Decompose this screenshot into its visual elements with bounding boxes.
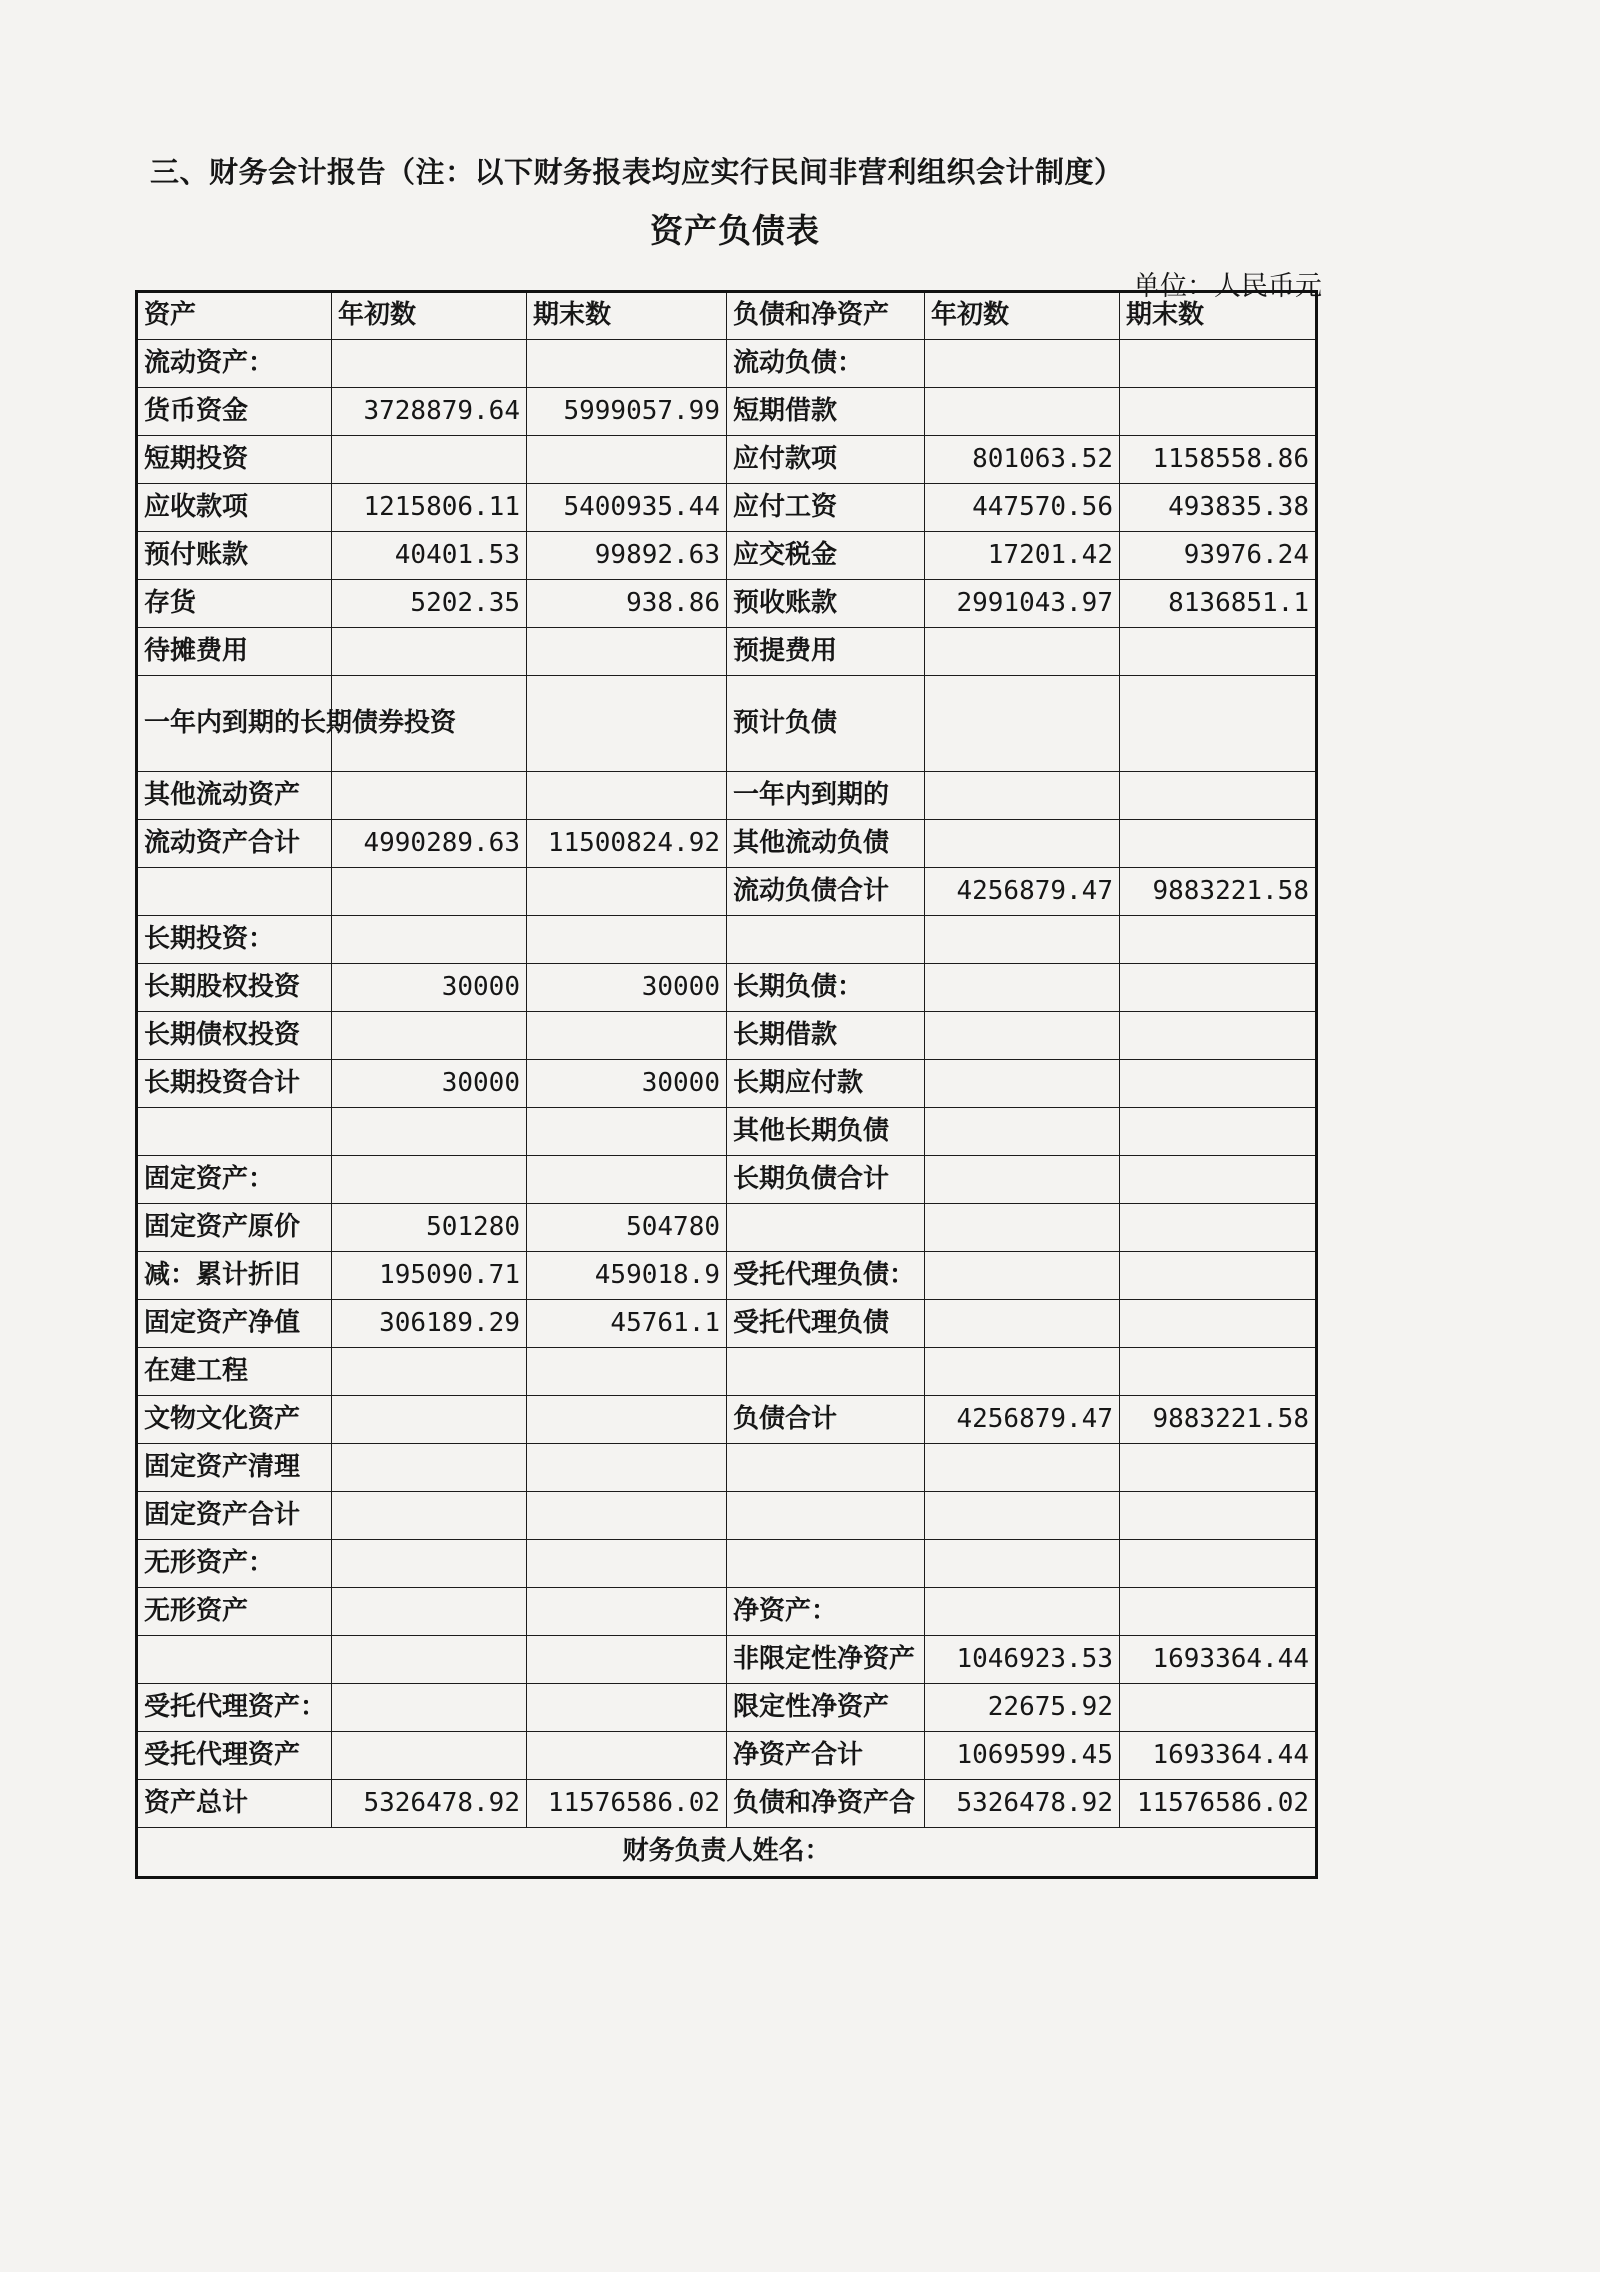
asset-end-cell — [527, 676, 727, 772]
liability-end-cell — [1120, 1588, 1317, 1636]
liability-label-cell: 流动负债： — [727, 340, 925, 388]
asset-label-cell: 资产总计 — [137, 1780, 332, 1828]
asset-begin-cell — [332, 1396, 527, 1444]
balance-sheet-table — [135, 290, 1318, 1879]
liability-begin-cell: 4256879.47 — [925, 1396, 1120, 1444]
asset-end-cell — [527, 1588, 727, 1636]
liability-end-cell: 9883221.58 — [1120, 868, 1317, 916]
asset-label-cell: 长期股权投资 — [137, 964, 332, 1012]
finance-officer-signature: 财务负责人姓名： — [137, 1828, 1317, 1878]
table-row — [137, 676, 1317, 772]
table-row — [137, 1252, 1317, 1300]
table-row — [137, 1108, 1317, 1156]
liability-begin-cell — [925, 1204, 1120, 1252]
asset-label-cell: 固定资产清理 — [137, 1444, 332, 1492]
liability-begin-cell — [925, 1012, 1120, 1060]
table-row — [137, 1396, 1317, 1444]
liability-begin-cell: 447570.56 — [925, 484, 1120, 532]
table-row — [137, 340, 1317, 388]
table-row — [137, 436, 1317, 484]
asset-label-cell: 固定资产原价 — [137, 1204, 332, 1252]
liability-end-cell: 493835.38 — [1120, 484, 1317, 532]
asset-label-cell: 受托代理资产 — [137, 1732, 332, 1780]
asset-label-cell: 减：累计折旧 — [137, 1252, 332, 1300]
asset-begin-cell — [332, 628, 527, 676]
table-row — [137, 628, 1317, 676]
liability-begin-cell — [925, 1060, 1120, 1108]
liability-begin-cell: 4256879.47 — [925, 868, 1120, 916]
table-row — [137, 868, 1317, 916]
header-row — [137, 292, 1317, 340]
asset-begin-cell — [332, 1588, 527, 1636]
liability-label-cell: 长期负债合计 — [727, 1156, 925, 1204]
asset-label-cell: 固定资产净值 — [137, 1300, 332, 1348]
liability-end-cell: 1693364.44 — [1120, 1636, 1317, 1684]
liability-label-cell: 限定性净资产 — [727, 1684, 925, 1732]
asset-label-cell: 流动资产合计 — [137, 820, 332, 868]
asset-begin-cell: 306189.29 — [332, 1300, 527, 1348]
liability-end-cell — [1120, 340, 1317, 388]
asset-begin-cell — [332, 340, 527, 388]
asset-label-cell: 货币资金 — [137, 388, 332, 436]
table-row — [137, 1204, 1317, 1252]
liability-begin-cell: 5326478.92 — [925, 1780, 1120, 1828]
asset-begin-cell: 1215806.11 — [332, 484, 527, 532]
asset-label-cell — [137, 868, 332, 916]
liability-end-cell — [1120, 1540, 1317, 1588]
liability-label-cell: 长期借款 — [727, 1012, 925, 1060]
asset-end-cell — [527, 772, 727, 820]
liability-end-cell — [1120, 1204, 1317, 1252]
asset-begin-cell — [332, 1732, 527, 1780]
asset-end-cell — [527, 436, 727, 484]
liability-label-cell: 应交税金 — [727, 532, 925, 580]
asset-end-cell: 99892.63 — [527, 532, 727, 580]
asset-label-cell: 短期投资 — [137, 436, 332, 484]
asset-begin-cell: 4990289.63 — [332, 820, 527, 868]
asset-begin-cell: 30000 — [332, 964, 527, 1012]
liability-begin-cell — [925, 820, 1120, 868]
liability-end-cell — [1120, 1348, 1317, 1396]
asset-label-cell: 固定资产合计 — [137, 1492, 332, 1540]
table-row — [137, 532, 1317, 580]
asset-begin-cell: 40401.53 — [332, 532, 527, 580]
liability-end-cell: 8136851.1 — [1120, 580, 1317, 628]
asset-end-cell: 504780 — [527, 1204, 727, 1252]
asset-begin-cell — [332, 436, 527, 484]
liability-begin-cell — [925, 340, 1120, 388]
liability-label-cell: 预提费用 — [727, 628, 925, 676]
asset-end-cell — [527, 1540, 727, 1588]
liability-end-cell — [1120, 676, 1317, 772]
asset-end-cell: 5400935.44 — [527, 484, 727, 532]
signature-row — [137, 1828, 1317, 1878]
asset-end-cell: 30000 — [527, 1060, 727, 1108]
asset-begin-cell: 5202.35 — [332, 580, 527, 628]
balance-sheet-body — [137, 292, 1317, 1878]
liability-end-cell — [1120, 916, 1317, 964]
liability-begin-cell — [925, 1492, 1120, 1540]
asset-label-cell: 应收款项 — [137, 484, 332, 532]
liability-label-cell: 长期应付款 — [727, 1060, 925, 1108]
table-row — [137, 1348, 1317, 1396]
asset-label-cell: 预付账款 — [137, 532, 332, 580]
liability-label-cell: 一年内到期的 — [727, 772, 925, 820]
asset-begin-cell: 5326478.92 — [332, 1780, 527, 1828]
liability-end-cell — [1120, 628, 1317, 676]
table-row — [137, 1492, 1317, 1540]
table-row — [137, 1732, 1317, 1780]
asset-begin-cell: 195090.71 — [332, 1252, 527, 1300]
liability-begin-cell — [925, 964, 1120, 1012]
liability-label-cell: 其他流动负债 — [727, 820, 925, 868]
liability-end-cell — [1120, 1444, 1317, 1492]
liability-label-cell: 净资产： — [727, 1588, 925, 1636]
asset-label-cell: 长期投资合计 — [137, 1060, 332, 1108]
liability-end-cell — [1120, 1300, 1317, 1348]
table-row — [137, 1588, 1317, 1636]
currency-unit: 单位：人民币元 — [1133, 271, 1322, 302]
sheet-title: 资产负债表 — [650, 211, 820, 250]
liability-label-cell: 预收账款 — [727, 580, 925, 628]
liability-end-cell — [1120, 1012, 1317, 1060]
table-row — [137, 1684, 1317, 1732]
liability-begin-cell — [925, 772, 1120, 820]
asset-begin-cell: 3728879.64 — [332, 388, 527, 436]
liability-end-cell — [1120, 1492, 1317, 1540]
asset-label-cell: 无形资产 — [137, 1588, 332, 1636]
liability-end-cell — [1120, 1156, 1317, 1204]
asset-label-cell: 文物文化资产 — [137, 1396, 332, 1444]
asset-label-cell: 待摊费用 — [137, 628, 332, 676]
liability-label-cell: 受托代理负债 — [727, 1300, 925, 1348]
asset-end-cell: 11576586.02 — [527, 1780, 727, 1828]
liability-end-cell — [1120, 1684, 1317, 1732]
liability-begin-cell: 801063.52 — [925, 436, 1120, 484]
asset-label-cell: 无形资产： — [137, 1540, 332, 1588]
liability-begin-cell — [925, 676, 1120, 772]
asset-end-cell: 30000 — [527, 964, 727, 1012]
liability-label-cell — [727, 916, 925, 964]
liability-begin-cell — [925, 1108, 1120, 1156]
liability-label-cell: 负债和净资产合 — [727, 1780, 925, 1828]
liability-begin-cell — [925, 388, 1120, 436]
table-row — [137, 1012, 1317, 1060]
asset-begin-cell — [332, 1636, 527, 1684]
liability-label-cell: 短期借款 — [727, 388, 925, 436]
asset-label-cell: 长期债权投资 — [137, 1012, 332, 1060]
table-row — [137, 964, 1317, 1012]
liability-label-cell: 应付款项 — [727, 436, 925, 484]
asset-label-cell: 受托代理资产： — [137, 1684, 332, 1732]
report-heading: 三、财务会计报告（注：以下财务报表均应实行民间非营利组织会计制度） — [150, 155, 1124, 189]
liability-begin-cell: 22675.92 — [925, 1684, 1120, 1732]
asset-end-cell — [527, 1348, 727, 1396]
asset-label-cell: 流动资产： — [137, 340, 332, 388]
asset-end-cell — [527, 1108, 727, 1156]
asset-label-cell: 存货 — [137, 580, 332, 628]
asset-end-cell: 5999057.99 — [527, 388, 727, 436]
asset-label-cell: 在建工程 — [137, 1348, 332, 1396]
asset-begin-cell: 501280 — [332, 1204, 527, 1252]
table-row — [137, 916, 1317, 964]
liability-begin-cell — [925, 1300, 1120, 1348]
liability-end-cell: 1693364.44 — [1120, 1732, 1317, 1780]
liability-label-cell: 负债合计 — [727, 1396, 925, 1444]
table-row — [137, 772, 1317, 820]
asset-end-cell — [527, 1636, 727, 1684]
liability-begin-cell — [925, 1444, 1120, 1492]
asset-label-cell — [137, 1636, 332, 1684]
liability-begin-cell — [925, 1588, 1120, 1636]
table-row — [137, 1444, 1317, 1492]
liability-begin-cell — [925, 1348, 1120, 1396]
asset-begin-cell — [332, 1444, 527, 1492]
table-row — [137, 1156, 1317, 1204]
asset-begin-cell — [332, 868, 527, 916]
header-cell-liabilities: 负债和净资产 — [727, 292, 925, 340]
liability-end-cell — [1120, 1108, 1317, 1156]
liability-end-cell — [1120, 820, 1317, 868]
liability-end-cell: 93976.24 — [1120, 532, 1317, 580]
liability-label-cell: 流动负债合计 — [727, 868, 925, 916]
liability-end-cell: 9883221.58 — [1120, 1396, 1317, 1444]
asset-end-cell — [527, 628, 727, 676]
asset-begin-cell — [332, 1492, 527, 1540]
liability-begin-cell — [925, 1540, 1120, 1588]
asset-end-cell — [527, 1156, 727, 1204]
asset-end-cell — [527, 868, 727, 916]
liability-label-cell: 预计负债 — [727, 676, 925, 772]
liability-label-cell — [727, 1492, 925, 1540]
liability-begin-cell: 2991043.97 — [925, 580, 1120, 628]
asset-end-cell: 938.86 — [527, 580, 727, 628]
liability-label-cell: 长期负债： — [727, 964, 925, 1012]
asset-end-cell — [527, 340, 727, 388]
table-row — [137, 1540, 1317, 1588]
liability-label-cell: 应付工资 — [727, 484, 925, 532]
asset-begin-cell — [332, 1540, 527, 1588]
asset-begin-cell — [332, 916, 527, 964]
asset-label-cell: 一年内到期的长期债券投资 — [137, 676, 332, 772]
asset-end-cell: 11500824.92 — [527, 820, 727, 868]
asset-label-cell: 长期投资： — [137, 916, 332, 964]
liability-label-cell — [727, 1540, 925, 1588]
asset-begin-cell — [332, 1348, 527, 1396]
asset-label-cell — [137, 1108, 332, 1156]
asset-end-cell — [527, 1492, 727, 1540]
liability-begin-cell: 1046923.53 — [925, 1636, 1120, 1684]
asset-end-cell — [527, 1012, 727, 1060]
liability-end-cell — [1120, 388, 1317, 436]
table-row — [137, 484, 1317, 532]
liability-label-cell: 其他长期负债 — [727, 1108, 925, 1156]
liability-end-cell: 11576586.02 — [1120, 1780, 1317, 1828]
header-cell-liabilities-begin: 年初数 — [925, 292, 1120, 340]
asset-begin-cell — [332, 1012, 527, 1060]
table-row — [137, 1060, 1317, 1108]
asset-begin-cell — [332, 1156, 527, 1204]
liability-begin-cell: 17201.42 — [925, 532, 1120, 580]
liability-label-cell: 非限定性净资产 — [727, 1636, 925, 1684]
liability-begin-cell: 1069599.45 — [925, 1732, 1120, 1780]
table-row — [137, 820, 1317, 868]
header-cell-assets: 资产 — [137, 292, 332, 340]
table-row — [137, 1300, 1317, 1348]
asset-end-cell — [527, 1396, 727, 1444]
asset-end-cell: 459018.9 — [527, 1252, 727, 1300]
liability-end-cell — [1120, 1060, 1317, 1108]
liability-begin-cell — [925, 1252, 1120, 1300]
table-row — [137, 1780, 1317, 1828]
asset-end-cell — [527, 1684, 727, 1732]
table-row — [137, 580, 1317, 628]
liability-end-cell — [1120, 1252, 1317, 1300]
asset-begin-cell: 30000 — [332, 1060, 527, 1108]
asset-label-cell: 其他流动资产 — [137, 772, 332, 820]
asset-label-cell: 固定资产： — [137, 1156, 332, 1204]
liability-end-cell — [1120, 964, 1317, 1012]
table-row — [137, 388, 1317, 436]
header-cell-liabilities-end: 期末数 — [1120, 292, 1317, 340]
liability-label-cell — [727, 1444, 925, 1492]
header-cell-assets-end: 期末数 — [527, 292, 727, 340]
liability-label-cell: 净资产合计 — [727, 1732, 925, 1780]
asset-begin-cell — [332, 1684, 527, 1732]
liability-end-cell: 1158558.86 — [1120, 436, 1317, 484]
asset-begin-cell — [332, 772, 527, 820]
liability-label-cell — [727, 1348, 925, 1396]
liability-label-cell: 受托代理负债： — [727, 1252, 925, 1300]
asset-end-cell — [527, 916, 727, 964]
liability-label-cell — [727, 1204, 925, 1252]
liability-begin-cell — [925, 628, 1120, 676]
asset-end-cell — [527, 1732, 727, 1780]
asset-end-cell — [527, 1444, 727, 1492]
liability-begin-cell — [925, 1156, 1120, 1204]
asset-end-cell: 45761.1 — [527, 1300, 727, 1348]
table-row — [137, 1636, 1317, 1684]
liability-end-cell — [1120, 772, 1317, 820]
asset-begin-cell — [332, 1108, 527, 1156]
liability-begin-cell — [925, 916, 1120, 964]
header-cell-assets-begin: 年初数 — [332, 292, 527, 340]
